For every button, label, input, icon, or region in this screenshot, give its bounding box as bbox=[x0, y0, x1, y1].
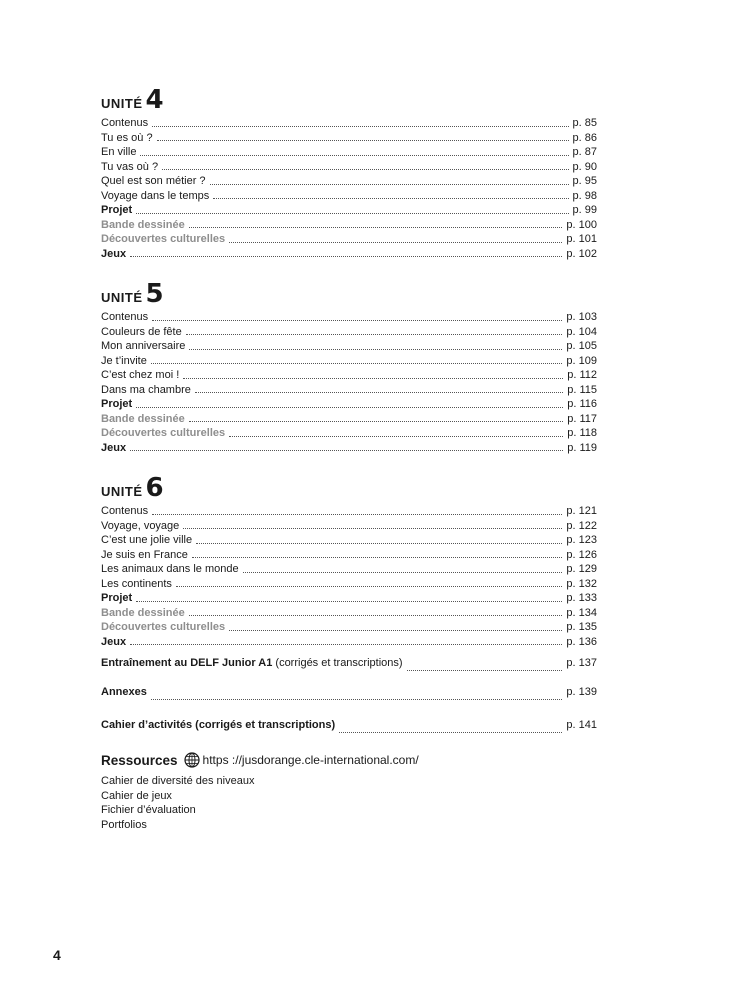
ressources-url[interactable]: https ://jusdorange.cle-international.com/ bbox=[202, 753, 419, 767]
dot-leader bbox=[192, 543, 563, 559]
entry-label: Les animaux dans le monde bbox=[101, 563, 239, 575]
entry-label: Contenus bbox=[101, 505, 149, 517]
entry-label: Couleurs de fête bbox=[101, 325, 182, 338]
entry-label-rest: (corrigés et transcriptions) bbox=[272, 657, 403, 669]
entry-page: p. 117 bbox=[567, 412, 597, 425]
dot-leader bbox=[130, 436, 563, 452]
dot-leader bbox=[189, 601, 563, 617]
unit-number: 5 bbox=[145, 279, 164, 309]
toc-list bbox=[101, 310, 597, 455]
dot-leader bbox=[136, 198, 568, 214]
unit-heading bbox=[101, 87, 597, 113]
unit-word: UNITÉ bbox=[101, 96, 143, 111]
entry-page: p. 100 bbox=[566, 218, 597, 231]
entry-label: Projet bbox=[101, 592, 133, 604]
entry-page: p. 137 bbox=[566, 657, 597, 669]
entry-page: p. 126 bbox=[566, 548, 597, 561]
entry-page: p. 135 bbox=[566, 621, 597, 633]
entry-page: p. 102 bbox=[566, 247, 597, 260]
entry-page: p. 129 bbox=[566, 563, 597, 575]
entry-page: p. 90 bbox=[572, 160, 597, 173]
unit-section-5 bbox=[101, 281, 597, 455]
entry-label: Dans ma chambre bbox=[101, 383, 191, 396]
entry-label-bold: Annexes bbox=[101, 686, 147, 698]
entry-page: p. 105 bbox=[566, 340, 597, 352]
dot-leader bbox=[339, 719, 562, 733]
entry-page: p. 134 bbox=[566, 606, 597, 619]
entry-page: p. 99 bbox=[572, 204, 597, 216]
entry-label: Tu vas où ? bbox=[101, 160, 159, 173]
ressources-list bbox=[101, 774, 419, 832]
unit-section-4 bbox=[101, 87, 597, 261]
entry-label: Jeux bbox=[101, 441, 127, 454]
entry-page: p. 115 bbox=[567, 383, 597, 396]
entry-page: p. 103 bbox=[566, 311, 597, 323]
toc-entry-annexes bbox=[101, 686, 597, 703]
entry-label: Bande dessinée bbox=[101, 218, 185, 231]
dot-leader bbox=[152, 111, 568, 127]
dot-leader bbox=[162, 155, 568, 171]
entry-page: p. 85 bbox=[572, 117, 597, 129]
dot-leader bbox=[407, 657, 563, 671]
dot-leader bbox=[130, 630, 562, 646]
dot-leader bbox=[136, 586, 562, 602]
toc-entry bbox=[101, 247, 597, 262]
dot-leader bbox=[243, 557, 563, 573]
dot-leader bbox=[229, 421, 563, 437]
unit-word: UNITÉ bbox=[101, 484, 143, 499]
dot-leader bbox=[213, 184, 568, 200]
dot-leader bbox=[186, 320, 563, 336]
entry-label: Je t’invite bbox=[101, 354, 147, 367]
entry-label-bold: Entraînement au DELF Junior A1 bbox=[101, 657, 273, 669]
entry-page: p. 95 bbox=[572, 175, 597, 187]
dot-leader bbox=[210, 169, 569, 185]
entry-page: p. 141 bbox=[566, 719, 597, 731]
entry-label: Découvertes culturelles bbox=[101, 233, 226, 245]
toc-entry bbox=[101, 441, 597, 456]
dot-leader bbox=[183, 363, 563, 379]
globe-icon bbox=[184, 752, 200, 768]
entry-label: Bande dessinée bbox=[101, 606, 185, 619]
dot-leader bbox=[176, 572, 562, 588]
toc-entry-cahier bbox=[101, 719, 597, 736]
entry-page: p. 87 bbox=[572, 146, 597, 158]
entry-label: Quel est son métier ? bbox=[101, 175, 206, 187]
ressources-section bbox=[101, 752, 419, 832]
entry-label: Jeux bbox=[101, 635, 127, 648]
unit-section-6 bbox=[101, 475, 597, 649]
dot-leader bbox=[157, 126, 569, 142]
ressource-item: Cahier de jeux bbox=[101, 789, 172, 802]
entry-page: p. 139 bbox=[566, 686, 597, 698]
dot-leader bbox=[189, 407, 563, 423]
entry-page: p. 109 bbox=[566, 354, 597, 367]
ressources-title: Ressources bbox=[101, 752, 178, 768]
entry-page: p. 112 bbox=[567, 369, 597, 381]
entry-label: Projet bbox=[101, 204, 133, 216]
dot-leader bbox=[136, 392, 563, 408]
entry-label: Les continents bbox=[101, 577, 172, 590]
entry-page: p. 116 bbox=[567, 398, 597, 410]
entry-page: p. 123 bbox=[566, 534, 597, 546]
toc-entry bbox=[101, 635, 597, 650]
unit-number: 4 bbox=[145, 85, 164, 115]
entry-page: p. 118 bbox=[567, 427, 597, 439]
entry-label: C’est chez moi ! bbox=[101, 369, 180, 381]
dot-leader bbox=[196, 528, 562, 544]
entry-label: Je suis en France bbox=[101, 548, 188, 561]
entry-page: p. 136 bbox=[566, 635, 597, 648]
dot-leader bbox=[151, 349, 563, 365]
entry-label-bold: Cahier d’activités (corrigés et transcriptions) bbox=[101, 719, 336, 731]
dot-leader bbox=[151, 686, 563, 700]
dot-leader bbox=[183, 514, 562, 530]
entry-page: p. 104 bbox=[566, 325, 597, 338]
dot-leader bbox=[130, 242, 562, 258]
unit-heading bbox=[101, 281, 597, 307]
entry-label: Jeux bbox=[101, 247, 127, 260]
toc-list bbox=[101, 116, 597, 261]
toc-entry-delf bbox=[101, 657, 597, 674]
entry-page: p. 119 bbox=[567, 441, 597, 454]
unit-word: UNITÉ bbox=[101, 290, 143, 305]
dot-leader bbox=[195, 378, 563, 394]
entry-label: Bande dessinée bbox=[101, 412, 185, 425]
unit-heading bbox=[101, 475, 597, 501]
dot-leader bbox=[152, 305, 562, 321]
entry-label: Contenus bbox=[101, 117, 149, 129]
entry-label: C’est une jolie ville bbox=[101, 534, 193, 546]
entry-page: p. 133 bbox=[566, 592, 597, 604]
entry-page: p. 122 bbox=[566, 519, 597, 532]
ressource-item: Cahier de diversité des niveaux bbox=[101, 775, 255, 787]
entry-page: p. 86 bbox=[572, 131, 597, 144]
ressource-item: Portfolios bbox=[101, 818, 147, 831]
entry-label: Découvertes culturelles bbox=[101, 621, 226, 633]
dot-leader bbox=[152, 499, 562, 515]
page-number: 4 bbox=[53, 947, 61, 963]
entry-page: p. 101 bbox=[566, 233, 597, 245]
entry-label: Tu es où ? bbox=[101, 131, 153, 144]
entry-label: En ville bbox=[101, 146, 137, 158]
dot-leader bbox=[189, 213, 563, 229]
table-of-contents bbox=[101, 87, 597, 669]
entry-label: Mon anniversaire bbox=[101, 340, 186, 352]
dot-leader bbox=[229, 615, 562, 631]
entry-label: Projet bbox=[101, 398, 133, 410]
dot-leader bbox=[189, 334, 562, 350]
extra-entries bbox=[101, 657, 597, 736]
ressources-heading bbox=[101, 752, 419, 768]
dot-leader bbox=[140, 140, 568, 156]
entry-label: Découvertes culturelles bbox=[101, 427, 226, 439]
ressource-item: Fichier d’évaluation bbox=[101, 804, 196, 816]
unit-number: 6 bbox=[145, 473, 164, 503]
entry-label: Voyage dans le temps bbox=[101, 189, 210, 202]
dot-leader bbox=[229, 227, 562, 243]
entry-page: p. 98 bbox=[572, 189, 597, 202]
entry-page: p. 132 bbox=[566, 577, 597, 590]
toc-list bbox=[101, 504, 597, 649]
entry-label: Voyage, voyage bbox=[101, 519, 180, 532]
entry-label: Contenus bbox=[101, 311, 149, 323]
entry-page: p. 121 bbox=[566, 505, 597, 517]
